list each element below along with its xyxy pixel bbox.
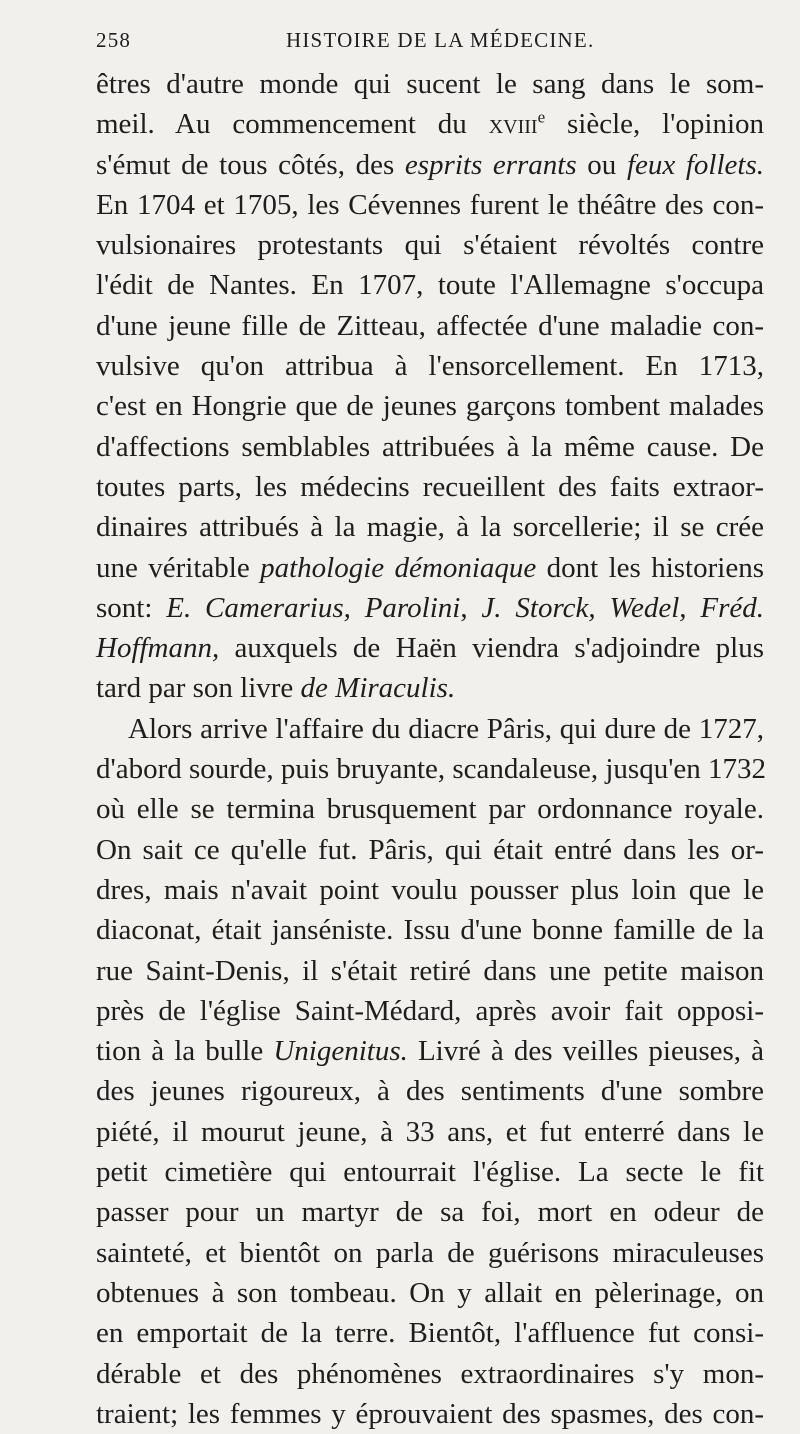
italic-names: E. Camerarius, Parolini — [166, 591, 461, 624]
text-line — [96, 145, 764, 185]
text-line: toutes parts, les médecins recueillent des faits extraor- — [96, 470, 764, 503]
text-line: d'une jeune fille de Zitteau, affectée d'une maladie con- — [96, 309, 764, 342]
text-line: traient; les femmes y éprouvaient des spasmes, des con- — [96, 1397, 764, 1430]
text-line: passer pour un martyr de sa foi, mort en odeur de — [96, 1196, 764, 1229]
text-run: sont: — [96, 591, 153, 624]
text-line — [96, 1031, 764, 1071]
text-line: petit cimetière qui entourrait l'église. La secte le fit — [96, 1156, 764, 1189]
text-line: vulsive qu'on attribua à l'ensorcellement. En 1713, — [96, 350, 764, 383]
paragraph-2 — [96, 709, 767, 1434]
text-line: dres, mais n'avait point voulu pousser plus loin que le — [96, 873, 764, 906]
text-run: meil. Au commencement du — [96, 108, 467, 141]
text-line: d'abord sourde, puis bruyante, scandaleuse, jusqu'en 1732 — [96, 753, 767, 786]
text-line: d'affections semblables attribuées à la même cause. De — [96, 430, 764, 463]
century-numeral: xviii — [488, 108, 538, 141]
text-line: En 1704 et 1705, les Cévennes furent le théâtre des con- — [96, 188, 764, 221]
text-run: ou — [587, 148, 617, 181]
italic-title: de Miraculis. — [300, 672, 456, 705]
text-line: diaconat, était janséniste. Issu d'une bonne famille de la — [96, 914, 764, 947]
text-line: c'est en Hongrie que de jeunes garçons tombent malades — [96, 390, 764, 423]
text-line — [96, 628, 764, 668]
text-run: tion à la bulle — [96, 1035, 264, 1068]
text-line: en emportait de la terre. Bientôt, l'affluence fut consi- — [96, 1317, 764, 1350]
italic-term: Unigenitus. — [273, 1035, 408, 1068]
text-line: l'édit de Nantes. En 1707, toute l'Allemagne s'occupa — [96, 269, 764, 302]
text-run: tard par son livre — [96, 672, 294, 705]
text-line: vulsionaires protestants qui s'étaient révoltés contre — [96, 229, 764, 262]
italic-names: J. Storck, Wedel, Fréd. — [481, 591, 764, 624]
running-title: HISTOIRE DE LA MÉDECINE. — [286, 28, 595, 52]
text-line: piété, il mourut jeune, à 33 ans, et fut enterré dans le — [96, 1115, 764, 1148]
text-line: dérable et des phénomènes extraordinaires s'y mon- — [96, 1357, 764, 1390]
text-line — [96, 668, 764, 708]
text-line: rue Saint-Denis, il s'était retiré dans une petite maison — [96, 954, 764, 987]
text-line: êtres d'autre monde qui sucent le sang dans le som- — [96, 68, 764, 100]
text-line: dinaires attribués à la magie, à la sorcellerie; il se crée — [96, 511, 764, 544]
italic-term: feux follets. — [626, 148, 765, 181]
page-number: 258 — [96, 28, 132, 52]
text-line: où elle se termina brusquement par ordonnance royale. — [96, 793, 764, 826]
paragraph-1 — [96, 64, 764, 709]
text-run: dont les historiens — [546, 551, 764, 584]
text-line: obtenues à son tombeau. On y allait en pèlerinage, on — [96, 1276, 764, 1309]
body-text — [96, 64, 767, 1434]
text-run: , — [460, 591, 468, 624]
text-line: On sait ce qu'elle fut. Pâris, qui était entré dans les or- — [96, 833, 764, 866]
text-line — [96, 548, 764, 588]
text-line: des jeunes rigoureux, à des sentiments d'une sombre — [96, 1075, 764, 1108]
century-superscript: e — [537, 107, 546, 127]
page-header — [96, 24, 764, 64]
text-line: sainteté, et bientôt on parla de guérisons miraculeuses — [96, 1236, 764, 1269]
text-line — [96, 588, 764, 628]
text-line — [96, 104, 764, 144]
text-line: près de l'église Saint-Médard, après avoir fait opposi- — [96, 994, 764, 1027]
text-run: s'émut de tous côtés, des — [96, 148, 395, 181]
text-run: siècle, l'opinion — [566, 108, 765, 141]
text-run: une véritable — [96, 551, 250, 584]
text-line: Alors arrive l'affaire du diacre Pâris, qui dure de 1727, — [128, 712, 764, 745]
text-run: Livré à des veilles pieuses, à — [417, 1035, 765, 1068]
italic-term: esprits errants — [404, 148, 577, 181]
italic-term: pathologie démoniaque — [260, 551, 537, 584]
text-run: auxquels de Haën viendra s'adjoindre plus — [234, 632, 764, 665]
italic-names: Hoffmann, — [96, 632, 220, 665]
